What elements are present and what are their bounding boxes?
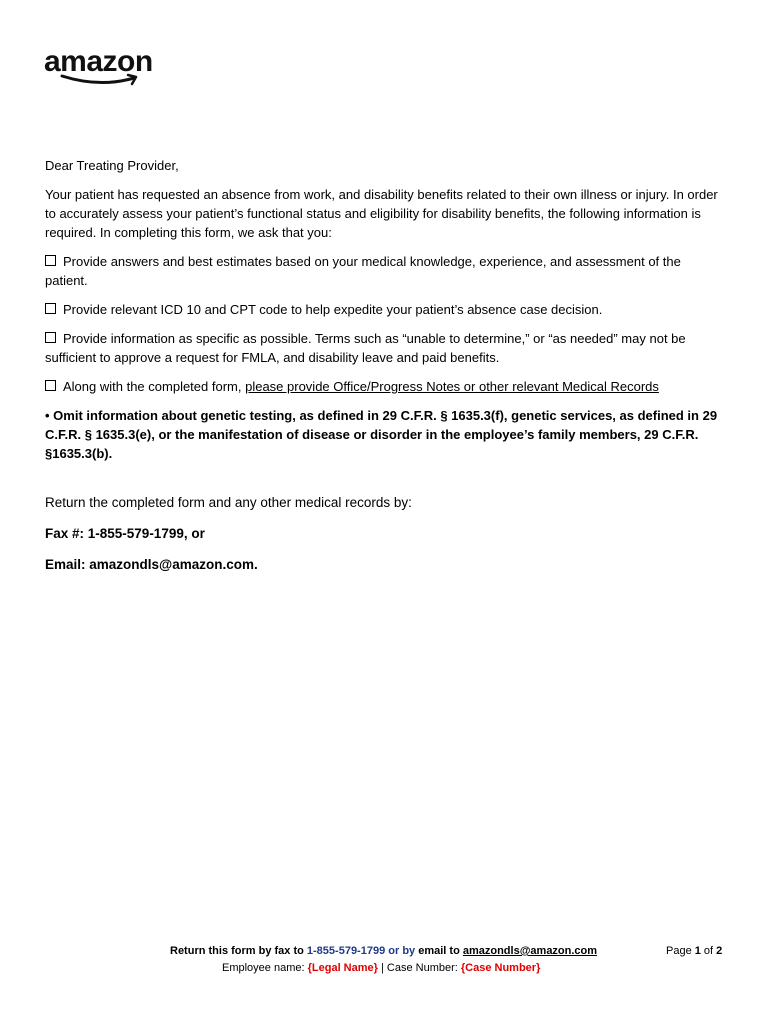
checkbox[interactable] (45, 303, 56, 314)
greeting: Dear Treating Provider, (45, 158, 179, 173)
page-number: Page 1 of 2 (666, 945, 723, 957)
email-address: Email: amazondls@amazon.com. (45, 557, 258, 572)
fax-number: Fax #: 1-855-579-1799, or (45, 526, 205, 541)
checklist-item: Provide relevant ICD 10 and CPT code to help expedite your patient’s absence case decision. (45, 300, 725, 319)
footer-fax-number: 1-855-579-1799 (306, 945, 386, 957)
footer-employee-line: Employee name: {Legal Name} | Case Number: {Case Number} (222, 962, 541, 974)
return-instruction-text: Return the completed form and any other medical records by: (45, 495, 412, 510)
checkbox[interactable] (45, 332, 56, 343)
checkbox[interactable] (45, 380, 56, 391)
intro-paragraph: Your patient has requested an absence from work, and disability benefits related to their own illness or injury. In order to accurately assess your patient’s functional status and eligibility for disability benefits, the following information is required. In completing this form, we ask that you: (45, 187, 718, 240)
legal-name-placeholder: {Legal Name} (307, 962, 378, 974)
medical-records-link[interactable]: please provide Office/Progress Notes or other relevant Medical Records (245, 379, 659, 394)
logo-smile-icon (60, 72, 150, 90)
checklist-item: Provide information as specific as possible. Terms such as “unable to determine,” or “as needed” may not be sufficient to approve a request for FMLA, and disability leave and paid benefits. (45, 331, 686, 365)
checklist-item: Provide answers and best estimates based on your medical knowledge, experience, and assessment of the patient. (45, 254, 681, 288)
amazon-logo (44, 46, 164, 90)
case-number-placeholder: {Case Number} (460, 962, 541, 974)
letter-body (45, 156, 725, 463)
checkbox[interactable] (45, 255, 56, 266)
footer-email-link[interactable]: amazondls@amazon.com (462, 945, 598, 957)
footer-return-line: Return this form by fax to 1-855-579-1799 or by email to amazondls@amazon.com (170, 945, 598, 957)
logo-wordmark: amazon (44, 45, 153, 78)
checklist-item: Along with the completed form, please provide Office/Progress Notes or other relevant Medical Records (45, 377, 725, 396)
return-instructions (45, 493, 725, 586)
genetic-info-notice: • Omit information about genetic testing, as defined in 29 C.F.R. § 1635.3(f), genetic services, as defined in 29 C.F.R. § 1635.3(e), or the manifestation of disease or disorder in the employee’s family members, 29 C.F.R. §1635.3(b). (45, 408, 718, 461)
